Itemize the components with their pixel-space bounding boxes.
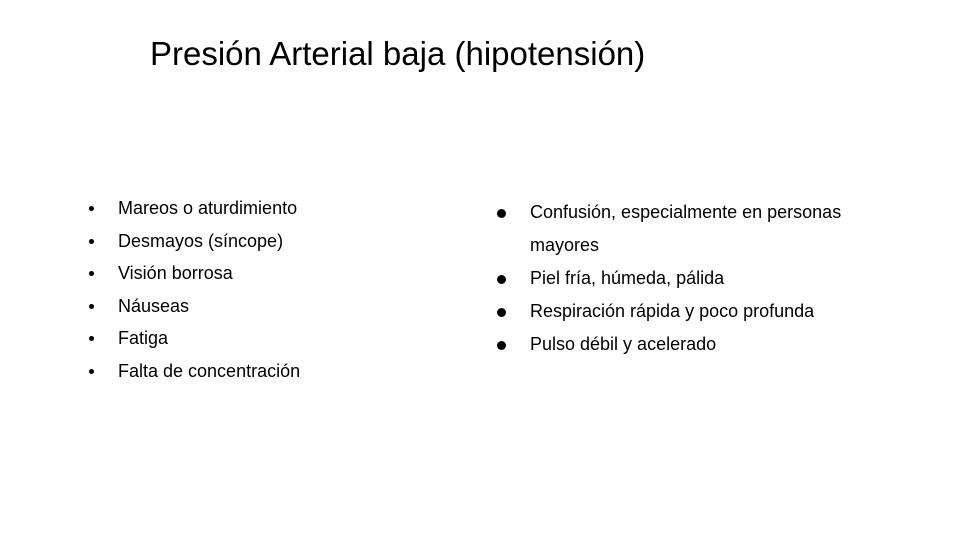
list-item (86, 192, 406, 225)
list-item-text: Falta de concentración (118, 360, 301, 381)
list-item (86, 290, 406, 323)
list-item (492, 295, 872, 328)
list-item (492, 196, 872, 262)
bullet-icon (89, 239, 94, 244)
bullet-icon (89, 206, 94, 211)
list-item (492, 262, 872, 295)
list-item (86, 355, 406, 388)
list-item (492, 328, 872, 361)
bullet-icon (497, 308, 506, 317)
bullet-icon (89, 336, 94, 341)
list-item-text: Visión borrosa (118, 263, 233, 283)
list-item-text: Piel fría, húmeda, pálida (530, 268, 725, 288)
list-item-text: Fatiga (118, 328, 169, 348)
symptom-list-right (492, 196, 872, 361)
list-item-text: Confusión, especialmente en personas mayores (530, 202, 842, 255)
bullet-icon (497, 275, 506, 284)
list-item-text: Respiración rápida y poco profunda (530, 301, 815, 321)
symptom-list-left (86, 192, 406, 387)
list-item (86, 257, 406, 290)
bullet-icon (89, 369, 94, 374)
list-item (86, 225, 406, 258)
bullet-icon (497, 209, 506, 218)
list-item-text: Náuseas (118, 295, 190, 316)
list-item-text: Mareos o aturdimiento (118, 198, 298, 218)
bullet-icon (89, 304, 94, 309)
list-item-text: Desmayos (síncope) (118, 230, 284, 251)
list-item (86, 322, 406, 355)
slide-title: Presión Arterial baja (hipotensión) (150, 35, 646, 72)
list-item-text: Pulso débil y acelerado (530, 334, 717, 354)
bullet-icon (497, 341, 506, 350)
bullet-icon (89, 271, 94, 276)
